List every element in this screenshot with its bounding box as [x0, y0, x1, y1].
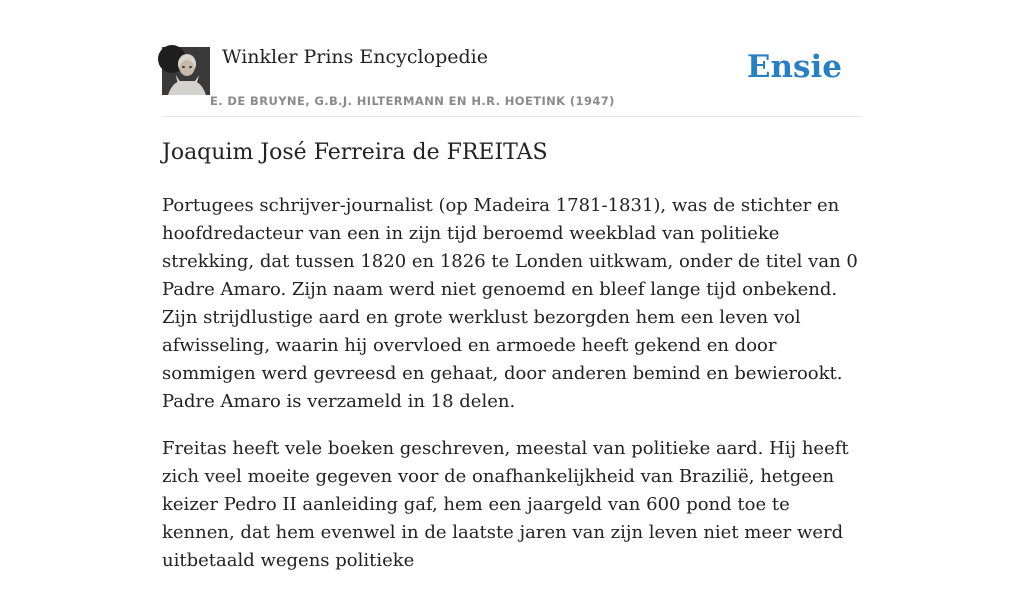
article-body	[162, 192, 862, 594]
source-name[interactable]: Winkler Prins Encyclopedie	[222, 46, 488, 68]
brand-logo[interactable]: Ensie	[746, 49, 842, 85]
portrait-icon	[162, 47, 210, 95]
authors-line: E. DE BRUYNE, G.B.J. HILTERMANN EN H.R. HOETINK (1947)	[210, 94, 615, 108]
author-avatar[interactable]	[162, 47, 210, 95]
page-header	[162, 40, 862, 117]
article-paragraph: Portugees schrijver-journalist (op Madeira 1781-1831), was de stichter en hoofdredacteur van een in zijn tijd beroemd weekblad van politieke strekking, dat tussen 1820 en 1826 te Londen uitkwam, onder de titel van 0 Padre Amaro. Zijn naam werd niet genoemd en bleef lange tijd onbekend. Zijn strijdlustige aard en grote werklust bezorgden hem een leven vol afwisseling, waarin hij overvloed en armoede heeft gekend en door sommigen werd gevreesd en gehaat, door anderen bemind en bewierookt. Padre Amaro is verzameld in 18 delen.	[162, 195, 858, 412]
article-title: Joaquim José Ferreira de FREITAS	[162, 140, 548, 165]
article-paragraph: Freitas heeft vele boeken geschreven, meestal van politieke aard. Hij heeft zich veel moeite gegeven voor de onafhankelijkheid van Brazilië, hetgeen keizer Pedro II aanleiding gaf, hem een jaargeld van 600 pond toe te kennen, dat hem evenwel in de laatste jaren van zijn leven niet meer werd uitbetaald wegens politieke	[162, 438, 849, 571]
